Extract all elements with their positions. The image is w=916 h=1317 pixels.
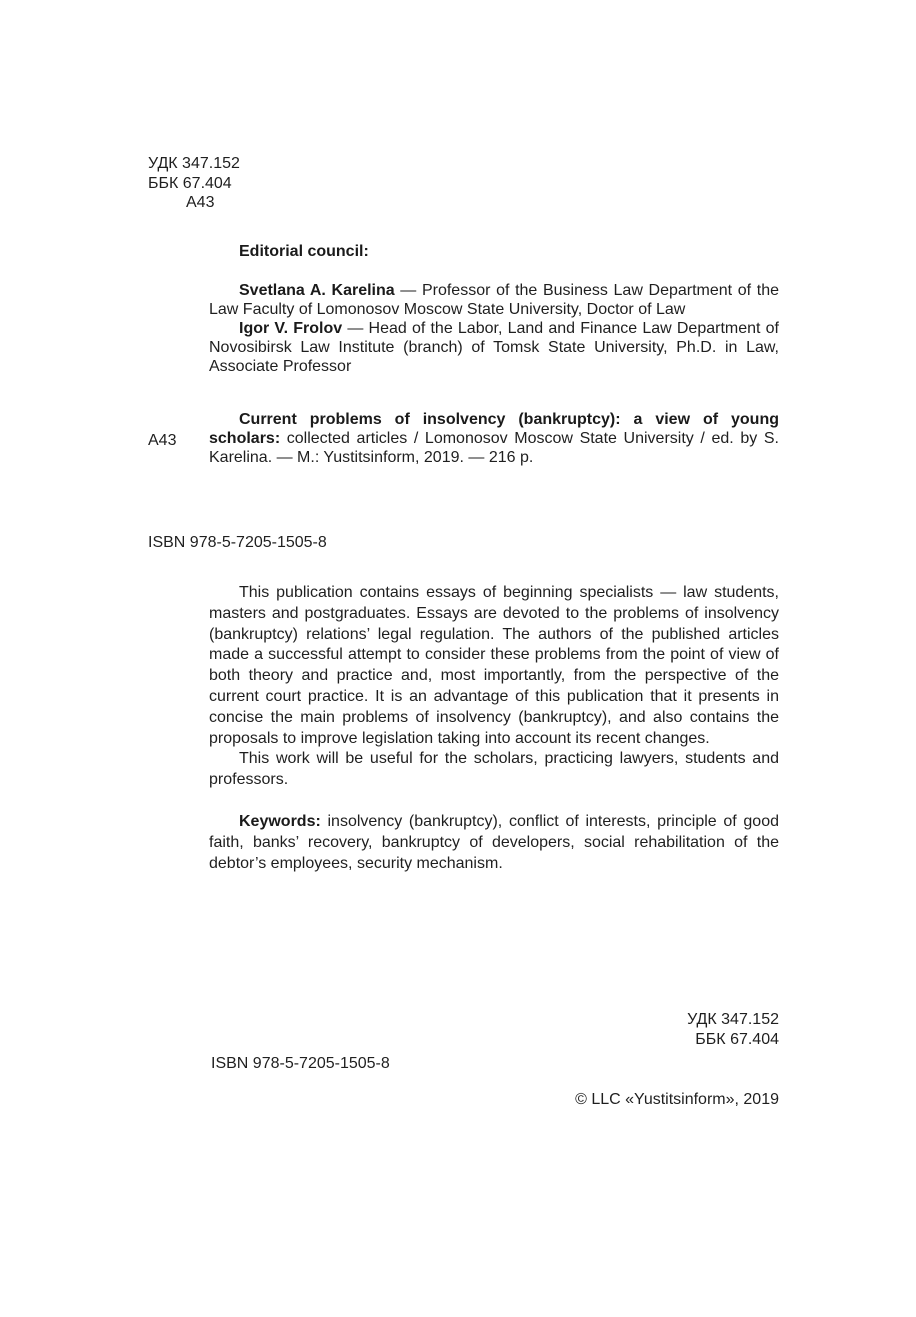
bbk-code-top: ББК 67.404 [148, 175, 232, 192]
member-description: — Professor of the Business Law Department of the Law Faculty of Lomonosov Moscow State University, Doctor of Law [209, 282, 779, 318]
keywords [209, 812, 779, 874]
abstract-paragraph: This work will be useful for the scholars, practicing lawyers, students and professors. [209, 750, 779, 789]
keywords-text: insolvency (bankruptcy), conflict of interests, principle of good faith, banks’ recovery, bankruptcy of developers, social rehabilitation of the debtor’s employees, security mechanism. [209, 813, 779, 872]
abstract [209, 583, 779, 791]
editorial-heading-text: Editorial council: [239, 243, 369, 260]
editorial-member [209, 281, 779, 319]
member-name: Svetlana A. Karelina [239, 282, 395, 299]
editorial-members [209, 281, 779, 376]
keywords-label: Keywords: [239, 813, 321, 830]
editorial-member [209, 319, 779, 376]
copyright: © LLC «Yustitsinform», 2019 [575, 1091, 779, 1108]
udk-code-bottom: УДК 347.152 [687, 1011, 779, 1028]
catalog-entry [209, 410, 779, 467]
catalog-details: collected articles / Lomonosov Moscow State University / ed. by S. Karelina. — M.: Yustitsinform, 2019. — 216 p. [209, 430, 779, 466]
member-name: Igor V. Frolov [239, 320, 343, 337]
isbn-top: ISBN 978-5-7205-1505-8 [148, 534, 327, 551]
editorial-heading [239, 243, 369, 261]
bbk-code-bottom: ББК 67.404 [695, 1031, 779, 1048]
catalog-author-mark: А43 [148, 432, 177, 449]
udk-code-top: УДК 347.152 [148, 155, 240, 172]
catalog-title: Current problems of insolvency (bankruptcy): a view of young scholars: [209, 411, 779, 447]
isbn-bottom: ISBN 978-5-7205-1505-8 [211, 1055, 390, 1072]
abstract-paragraph: This publication contains essays of beginning specialists — law students, masters and postgraduates. Essays are devoted to the problems of insolvency (bankruptcy) relations’ legal regulation. The authors of the published articles made a successful attempt to consider these problems from the point of view of both theory and practice and, most importantly, from the perspective of the current court practice. It is an advantage of this publication that it presents in concise the main problems of insolvency (bankruptcy), and also contains the proposals to improve legislation taking into account its recent changes. [209, 584, 779, 747]
member-description: — Head of the Labor, Land and Finance Law Department of Novosibirsk Law Institute (branch) of Tomsk State University, Ph.D. in Law, Associate Professor [209, 320, 780, 375]
author-mark-top: А43 [186, 194, 215, 211]
